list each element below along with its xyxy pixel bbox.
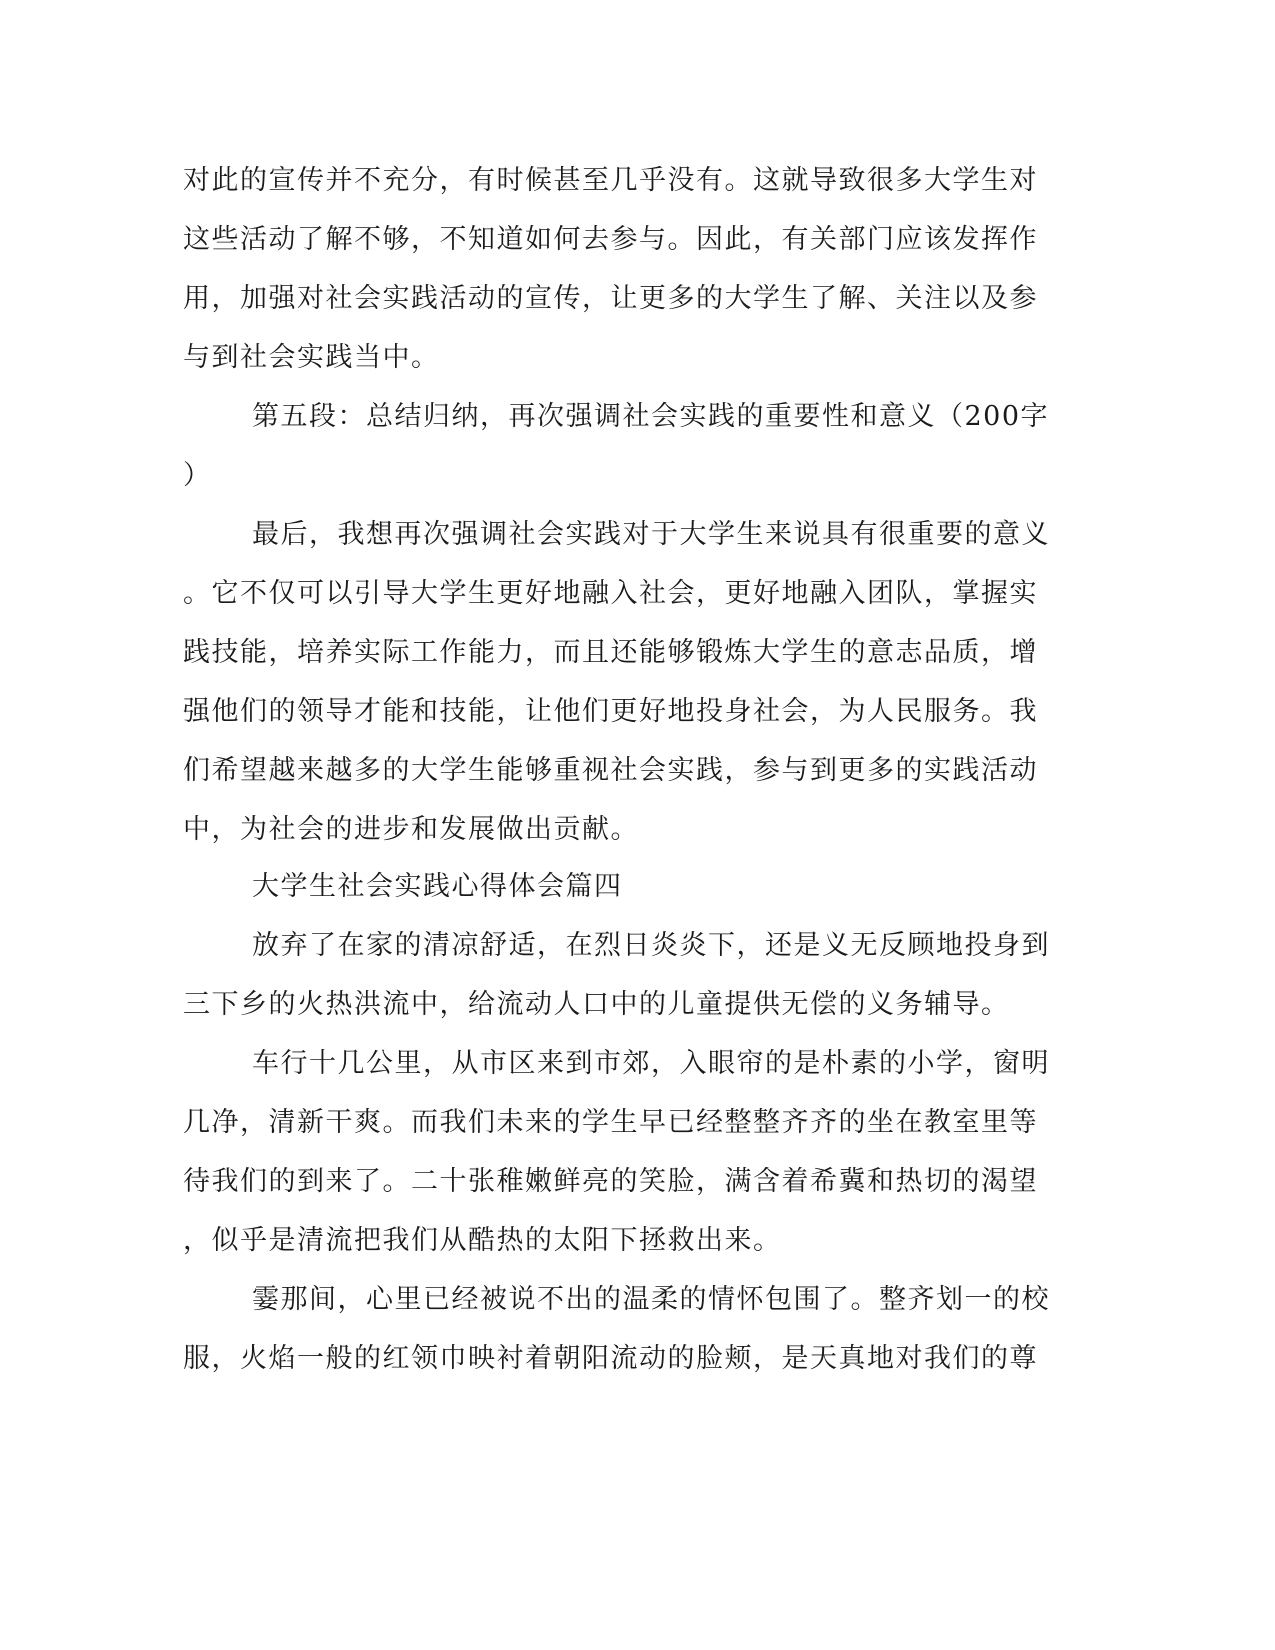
text-line: 待我们的到来了。二十张稚嫩鲜亮的笑脸，满含着希冀和热切的渴望 [183, 1166, 1038, 1197]
text-line: 三下乡的火热洪流中，给流动人口中的儿童提供无偿的义务辅导。 [183, 989, 1010, 1020]
text-line: 对此的宣传并不充分，有时候甚至几乎没有。这就导致很多大学生对 [183, 165, 1038, 196]
paragraph-first-line: 放弃了在家的清凉舒适，在烈日炎炎下，还是义无反顾地投身到 [252, 930, 1050, 961]
text-line: ） [183, 460, 212, 491]
paragraph-first-line: 最后，我想再次强调社会实践对于大学生来说具有很重要的意义 [252, 519, 1050, 550]
paragraph-first-line: 车行十几公里，从市区来到市郊，入眼帘的是朴素的小学，窗明 [252, 1048, 1050, 1079]
text-line: 践技能，培养实际工作能力，而且还能够锻炼大学生的意志品质，增 [183, 637, 1038, 668]
text-line: 用，加强对社会实践活动的宣传，让更多的大学生了解、关注以及参 [183, 283, 1038, 314]
text-line: 中，为社会的进步和发展做出贡献。 [183, 814, 639, 845]
paragraph-first-line: 霎那间，心里已经被说不出的温柔的情怀包围了。整齐划一的校 [252, 1284, 1050, 1315]
text-line: 服，火焰一般的红领巾映衬着朝阳流动的脸颊，是天真地对我们的尊 [183, 1343, 1038, 1374]
text-line: 这些活动了解不够，不知道如何去参与。因此，有关部门应该发挥作 [183, 224, 1038, 255]
text-line: 。它不仅可以引导大学生更好地融入社会，更好地融入团队，掌握实 [183, 578, 1038, 609]
section-title: 大学生社会实践心得体会篇四 [252, 871, 623, 902]
text-line: 几净，清新干爽。而我们未来的学生早已经整整齐齐的坐在教室里等 [183, 1107, 1038, 1138]
text-line: 与到社会实践当中。 [183, 342, 440, 373]
text-line: 强他们的领导才能和技能，让他们更好地投身社会，为人民服务。我 [183, 696, 1038, 727]
section-heading: 第五段：总结归纳，再次强调社会实践的重要性和意义（200字 [252, 401, 1050, 432]
text-line: ，似乎是清流把我们从酷热的太阳下拯救出来。 [183, 1225, 782, 1256]
text-line: 们希望越来越多的大学生能够重视社会实践，参与到更多的实践活动 [183, 755, 1038, 786]
